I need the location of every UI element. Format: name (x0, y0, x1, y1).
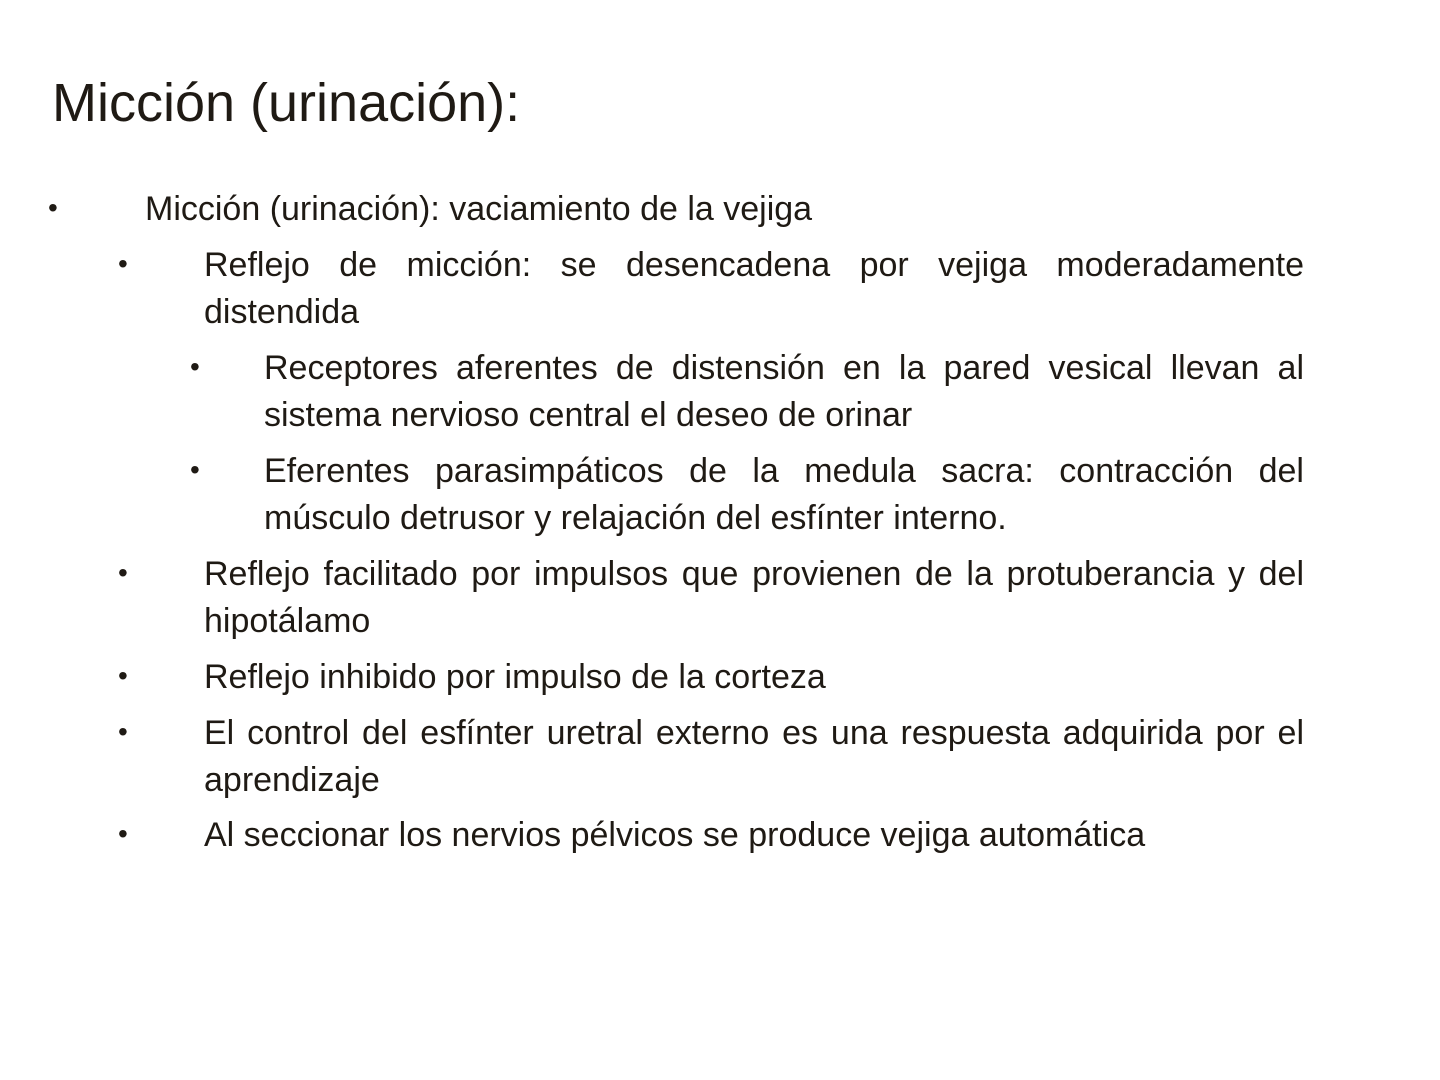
list-item: Reflejo inhibido por impulso de la corteza (204, 658, 826, 696)
list-item: Receptores aferentes de distensión en la pared vesical llevan al sistema nervioso central el deseo de orinar (264, 349, 1304, 434)
bullet-icon: • (118, 557, 128, 588)
bullet-icon: • (118, 716, 128, 747)
list-item: El control del esfínter uretral externo es una respuesta adquirida por el aprendizaje (204, 714, 1304, 799)
list-item: Eferentes parasimpáticos de la medula sacra: contracción del músculo detrusor y relajación del esfínter interno. (264, 452, 1304, 537)
list-item: Micción (urinación): vaciamiento de la vejiga (145, 190, 813, 228)
bullet-icon: • (190, 454, 200, 485)
list-item: Al seccionar los nervios pélvicos se produce vejiga automática (204, 816, 1146, 854)
bullet-icon: • (118, 818, 128, 849)
slide-title: Micción (urinación): (52, 73, 521, 133)
bullet-icon: • (48, 192, 58, 223)
bullet-icon: • (190, 351, 200, 382)
bullet-icon: • (118, 248, 128, 279)
list-item: Reflejo facilitado por impulsos que provienen de la protuberancia y del hipotálamo (204, 555, 1304, 640)
list-item: Reflejo de micción: se desencadena por vejiga moderadamente distendida (204, 246, 1304, 331)
bullet-icon: • (118, 660, 128, 691)
